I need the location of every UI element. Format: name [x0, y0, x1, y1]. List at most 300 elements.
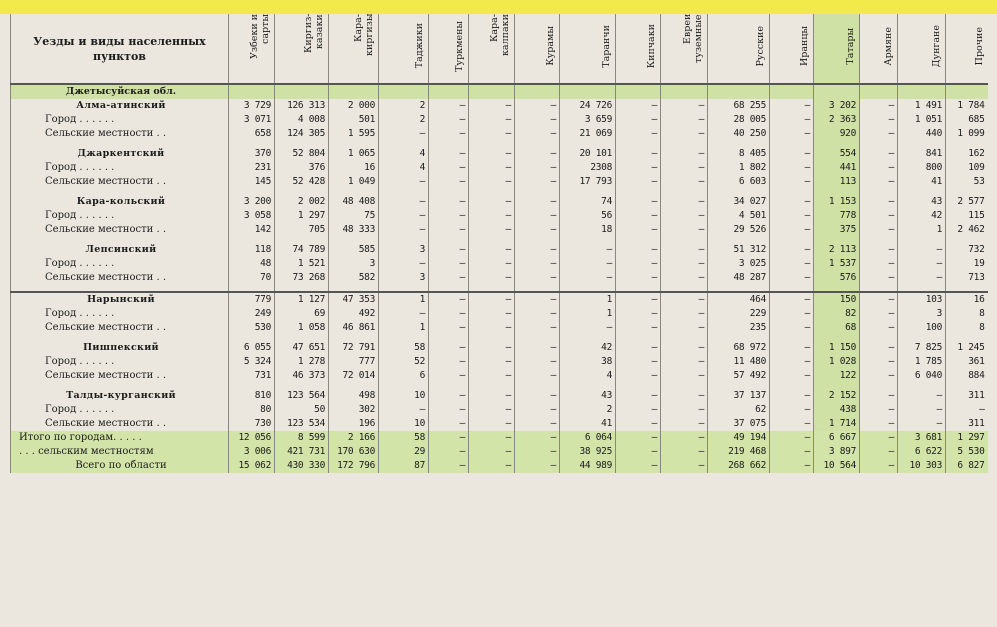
table-cell: — [429, 271, 469, 285]
spacer-cell [860, 285, 898, 292]
table-cell: — [469, 257, 515, 271]
table-cell: — [770, 459, 814, 473]
table-cell: 920 [814, 127, 860, 141]
column-header-label: Кипчаки [646, 23, 657, 69]
table-row [11, 175, 988, 189]
row-label: Город . . . . . . [11, 209, 229, 223]
table-cell: — [661, 127, 708, 141]
table-cell: — [515, 113, 560, 127]
table-cell: — [429, 389, 469, 403]
table-cell: — [515, 355, 560, 369]
table-cell: 4 501 [708, 209, 770, 223]
table-cell: 145 [229, 175, 275, 189]
table-cell: — [515, 445, 560, 459]
table-cell: 235 [708, 321, 770, 335]
table-cell: 38 925 [560, 445, 616, 459]
table-cell: 47 651 [275, 341, 329, 355]
table-row [11, 417, 988, 431]
table-cell: 3 897 [814, 445, 860, 459]
table-cell: — [379, 127, 429, 141]
table-cell: — [515, 175, 560, 189]
table-cell: — [515, 403, 560, 417]
table-cell: — [860, 403, 898, 417]
table-row [11, 445, 988, 459]
table-cell: 7 825 [898, 341, 946, 355]
table-cell: — [661, 223, 708, 237]
table-cell: 2 002 [275, 195, 329, 209]
table-cell: 1 785 [898, 355, 946, 369]
table-cell: 2 577 [946, 195, 988, 209]
column-header [661, 14, 708, 84]
table-cell [229, 84, 275, 99]
spacer-cell [708, 285, 770, 292]
table-cell: 1 521 [275, 257, 329, 271]
table-cell: — [429, 459, 469, 473]
table-cell: — [616, 99, 661, 113]
table-cell: — [770, 292, 814, 307]
table-cell: — [469, 175, 515, 189]
table-cell: — [860, 355, 898, 369]
table-cell: 3 [329, 257, 379, 271]
table-cell: — [661, 417, 708, 431]
table-cell: 75 [329, 209, 379, 223]
table-row [11, 147, 988, 161]
table-row [11, 307, 988, 321]
table-cell: — [616, 445, 661, 459]
table-cell: — [860, 431, 898, 445]
table-cell: — [616, 223, 661, 237]
table-cell: 123 564 [275, 389, 329, 403]
table-cell: 17 793 [560, 175, 616, 189]
table-body [11, 84, 988, 473]
table-cell: — [429, 223, 469, 237]
table-row [11, 161, 988, 175]
table-cell: 18 [560, 223, 616, 237]
table-cell: 20 101 [560, 147, 616, 161]
column-header [515, 14, 560, 84]
table-cell: — [661, 321, 708, 335]
table-cell: — [469, 389, 515, 403]
row-label: Сельские местности . . [11, 175, 229, 189]
table-row [11, 243, 988, 257]
table-cell: — [616, 209, 661, 223]
table-cell: 800 [898, 161, 946, 175]
table-cell: 2 113 [814, 243, 860, 257]
table-row [11, 84, 988, 99]
table-cell: — [429, 417, 469, 431]
row-label: Сельские местности . . [11, 271, 229, 285]
table-cell: — [515, 161, 560, 175]
table-cell: 1 802 [708, 161, 770, 175]
table-cell: 1 099 [946, 127, 988, 141]
table-cell: 28 005 [708, 113, 770, 127]
table-cell: — [515, 459, 560, 473]
table-cell: 1 537 [814, 257, 860, 271]
table-cell: — [770, 355, 814, 369]
table-row [11, 369, 988, 383]
corner-header: Уезды и виды населенных пунктов [11, 14, 229, 84]
spacer-cell [946, 285, 988, 292]
table-cell: 713 [946, 271, 988, 285]
row-label: Сельские местности . . [11, 369, 229, 383]
row-label: Итого по городам. . . . . [11, 431, 229, 445]
table-row [11, 257, 988, 271]
table-cell: 6 622 [898, 445, 946, 459]
table-cell: — [616, 307, 661, 321]
table-row [11, 355, 988, 369]
table-cell: 10 564 [814, 459, 860, 473]
column-header [429, 14, 469, 84]
header-row [11, 14, 988, 84]
table-cell: 370 [229, 147, 275, 161]
table-cell: — [515, 369, 560, 383]
table-cell: 150 [814, 292, 860, 307]
table-cell [814, 84, 860, 99]
table-row [11, 99, 988, 113]
table-cell: — [429, 127, 469, 141]
table-cell: 87 [379, 459, 429, 473]
table-cell: 361 [946, 355, 988, 369]
table-cell: — [469, 307, 515, 321]
table-cell: — [770, 257, 814, 271]
table-cell: — [661, 445, 708, 459]
table-cell: — [616, 147, 661, 161]
table-cell: 69 [275, 307, 329, 321]
table-cell: — [860, 175, 898, 189]
table-cell: — [661, 113, 708, 127]
table-cell: 6 040 [898, 369, 946, 383]
table-cell: — [429, 147, 469, 161]
table-cell: — [469, 243, 515, 257]
table-cell: 576 [814, 271, 860, 285]
table-cell: — [661, 209, 708, 223]
table-cell: — [860, 445, 898, 459]
table-cell: 1 065 [329, 147, 379, 161]
table-cell: 1 491 [898, 99, 946, 113]
table-cell: 841 [898, 147, 946, 161]
row-label: Талды-курганский [11, 389, 229, 403]
table-cell: — [469, 369, 515, 383]
table-cell: 530 [229, 321, 275, 335]
table-cell: 70 [229, 271, 275, 285]
table-cell: 73 268 [275, 271, 329, 285]
table-cell: 779 [229, 292, 275, 307]
table-cell: 1 [379, 292, 429, 307]
table-cell: — [661, 389, 708, 403]
spacer-cell [814, 285, 860, 292]
table-cell: 196 [329, 417, 379, 431]
table-row [11, 271, 988, 285]
table-cell: — [661, 257, 708, 271]
table-cell: 41 [898, 175, 946, 189]
table-cell: — [515, 99, 560, 113]
table-cell: — [515, 431, 560, 445]
table-cell: 47 353 [329, 292, 379, 307]
table-cell: 48 287 [708, 271, 770, 285]
table-cell: 103 [898, 292, 946, 307]
top-highlight-bar [0, 0, 997, 14]
table-cell: 3 659 [560, 113, 616, 127]
table-cell: — [515, 307, 560, 321]
table-cell: — [898, 389, 946, 403]
table-cell: — [661, 271, 708, 285]
column-header-label: Кара-киргизы [353, 14, 375, 57]
table-cell: — [860, 161, 898, 175]
row-label: Джетысуйская обл. [11, 84, 229, 99]
table-cell: — [661, 195, 708, 209]
table-cell: 43 [898, 195, 946, 209]
table-cell: — [770, 147, 814, 161]
table-cell: 2 152 [814, 389, 860, 403]
table-cell: — [469, 445, 515, 459]
table-cell: 3 006 [229, 445, 275, 459]
table-cell [770, 84, 814, 99]
table-cell: 1 297 [946, 431, 988, 445]
table-row [11, 321, 988, 335]
table-cell: — [515, 223, 560, 237]
table-cell: — [429, 161, 469, 175]
table-cell: 1 [560, 307, 616, 321]
table-cell: 44 989 [560, 459, 616, 473]
table-cell: — [661, 175, 708, 189]
table-cell: 582 [329, 271, 379, 285]
table-cell: 72 791 [329, 341, 379, 355]
table-cell: — [515, 389, 560, 403]
table-cell: — [429, 445, 469, 459]
column-header [708, 14, 770, 84]
table-cell: — [860, 389, 898, 403]
table-cell [616, 84, 661, 99]
table-cell: 19 [946, 257, 988, 271]
table-row [11, 113, 988, 127]
table-cell: 172 796 [329, 459, 379, 473]
table-cell: — [429, 431, 469, 445]
row-label: Всего по области [11, 459, 229, 473]
table-cell: 1 049 [329, 175, 379, 189]
table-cell: — [469, 161, 515, 175]
table-cell: 6 827 [946, 459, 988, 473]
table-row [11, 389, 988, 403]
table-cell: — [429, 341, 469, 355]
column-header [616, 14, 661, 84]
table-cell: — [429, 257, 469, 271]
row-label: . . . сельским местностям [11, 445, 229, 459]
table-cell: 1 058 [275, 321, 329, 335]
table-cell: — [661, 403, 708, 417]
table-cell: — [770, 243, 814, 257]
table-cell: — [661, 307, 708, 321]
column-header [229, 14, 275, 84]
row-label: Лепсинский [11, 243, 229, 257]
table-cell: 421 731 [275, 445, 329, 459]
table-cell: 1 127 [275, 292, 329, 307]
row-label: Алма-атинский [11, 99, 229, 113]
spacer-cell [11, 285, 229, 292]
table-cell: 554 [814, 147, 860, 161]
table-cell: 52 [379, 355, 429, 369]
table-cell: — [379, 175, 429, 189]
table-cell: 123 534 [275, 417, 329, 431]
column-header [946, 14, 988, 84]
table-cell: — [770, 223, 814, 237]
table-cell [708, 84, 770, 99]
table-cell: — [616, 175, 661, 189]
table-cell [860, 84, 898, 99]
table-cell: 48 408 [329, 195, 379, 209]
column-header [329, 14, 379, 84]
column-header-label: Кара-калпаки [489, 14, 511, 56]
table-cell: — [616, 161, 661, 175]
table-cell: 11 480 [708, 355, 770, 369]
spacer-cell [661, 285, 708, 292]
spacer-cell [275, 285, 329, 292]
table-cell: 74 [560, 195, 616, 209]
table-cell: — [770, 389, 814, 403]
table-cell: — [860, 369, 898, 383]
table-row [11, 431, 988, 445]
table-cell: 685 [946, 113, 988, 127]
table-cell: — [770, 99, 814, 113]
table-cell: — [616, 459, 661, 473]
table-cell: — [560, 321, 616, 335]
table-cell: — [860, 195, 898, 209]
table-cell: 100 [898, 321, 946, 335]
table-cell: — [860, 99, 898, 113]
table-cell: — [616, 417, 661, 431]
row-label: Город . . . . . . [11, 355, 229, 369]
table-cell: — [661, 369, 708, 383]
table-cell: 6 [379, 369, 429, 383]
table-cell: 3 [379, 243, 429, 257]
table-cell: — [860, 243, 898, 257]
column-header-label: Прочие [973, 26, 985, 66]
table-row [11, 459, 988, 473]
column-header [275, 14, 329, 84]
table-cell: 46 373 [275, 369, 329, 383]
table-cell: — [616, 243, 661, 257]
table-cell: — [860, 292, 898, 307]
table-cell: — [770, 321, 814, 335]
table-cell: 2 363 [814, 113, 860, 127]
table-cell: — [469, 223, 515, 237]
table-cell: 249 [229, 307, 275, 321]
table-cell: — [429, 175, 469, 189]
table-cell: — [898, 403, 946, 417]
table-cell: 52 804 [275, 147, 329, 161]
table-cell: — [860, 147, 898, 161]
column-header [814, 14, 860, 84]
table-cell: 1 278 [275, 355, 329, 369]
table-cell: 24 726 [560, 99, 616, 113]
table-cell: — [469, 113, 515, 127]
table-cell: — [469, 127, 515, 141]
table-cell: — [515, 341, 560, 355]
table-cell: 4 008 [275, 113, 329, 127]
table-row [11, 223, 988, 237]
row-label: Кара-кольский [11, 195, 229, 209]
table-cell: — [515, 321, 560, 335]
table-cell: 49 194 [708, 431, 770, 445]
table-cell [946, 84, 988, 99]
row-label: Сельские местности . . [11, 223, 229, 237]
table-row [11, 403, 988, 417]
table-cell: — [860, 341, 898, 355]
table-cell: — [898, 243, 946, 257]
table-cell: 229 [708, 307, 770, 321]
row-label: Сельские местности . . [11, 417, 229, 431]
table-cell: — [860, 417, 898, 431]
table-cell: 2308 [560, 161, 616, 175]
table-cell: 219 468 [708, 445, 770, 459]
table-cell: 51 312 [708, 243, 770, 257]
row-label: Сельские местности . . [11, 127, 229, 141]
table-cell: 37 075 [708, 417, 770, 431]
table-cell: 658 [229, 127, 275, 141]
table-cell: 53 [946, 175, 988, 189]
table-cell: 441 [814, 161, 860, 175]
table-cell: 37 137 [708, 389, 770, 403]
table-cell: — [469, 321, 515, 335]
table-cell: 1 784 [946, 99, 988, 113]
table-cell: 4 [560, 369, 616, 383]
table-cell: 1 297 [275, 209, 329, 223]
table-cell: 8 [946, 307, 988, 321]
table-cell: — [661, 99, 708, 113]
table-cell: 705 [275, 223, 329, 237]
table-cell: 3 202 [814, 99, 860, 113]
table-cell: — [770, 113, 814, 127]
table-cell [275, 84, 329, 99]
table-cell: — [661, 459, 708, 473]
table-cell: 302 [329, 403, 379, 417]
table-cell [469, 84, 515, 99]
table-cell: 58 [379, 341, 429, 355]
table-cell: 311 [946, 389, 988, 403]
spacer-cell [616, 285, 661, 292]
table-cell: 730 [229, 417, 275, 431]
table-cell: 126 313 [275, 99, 329, 113]
table-cell: — [560, 257, 616, 271]
table-cell: — [770, 341, 814, 355]
table-cell: 80 [229, 403, 275, 417]
table-cell: 376 [275, 161, 329, 175]
table-cell: — [860, 271, 898, 285]
table-cell: 29 526 [708, 223, 770, 237]
table-cell: 10 [379, 389, 429, 403]
table-cell: 82 [814, 307, 860, 321]
table-cell: 498 [329, 389, 379, 403]
table-cell: — [560, 271, 616, 285]
table-cell: 1 245 [946, 341, 988, 355]
table-cell: — [770, 209, 814, 223]
table-cell: 2 000 [329, 99, 379, 113]
table-cell: — [661, 161, 708, 175]
table-cell: — [469, 355, 515, 369]
table-cell: 438 [814, 403, 860, 417]
column-header-label: Туркмены [454, 20, 465, 72]
table-cell: — [469, 271, 515, 285]
table-cell: — [770, 417, 814, 431]
spacer-cell [379, 285, 429, 292]
table-cell: — [770, 161, 814, 175]
column-header [379, 14, 429, 84]
column-header-label: Узбеки и сарты [249, 14, 271, 60]
table-cell: — [469, 209, 515, 223]
table-cell: 68 255 [708, 99, 770, 113]
row-label: Пишпекский [11, 341, 229, 355]
table-cell: 109 [946, 161, 988, 175]
table-cell: — [469, 403, 515, 417]
